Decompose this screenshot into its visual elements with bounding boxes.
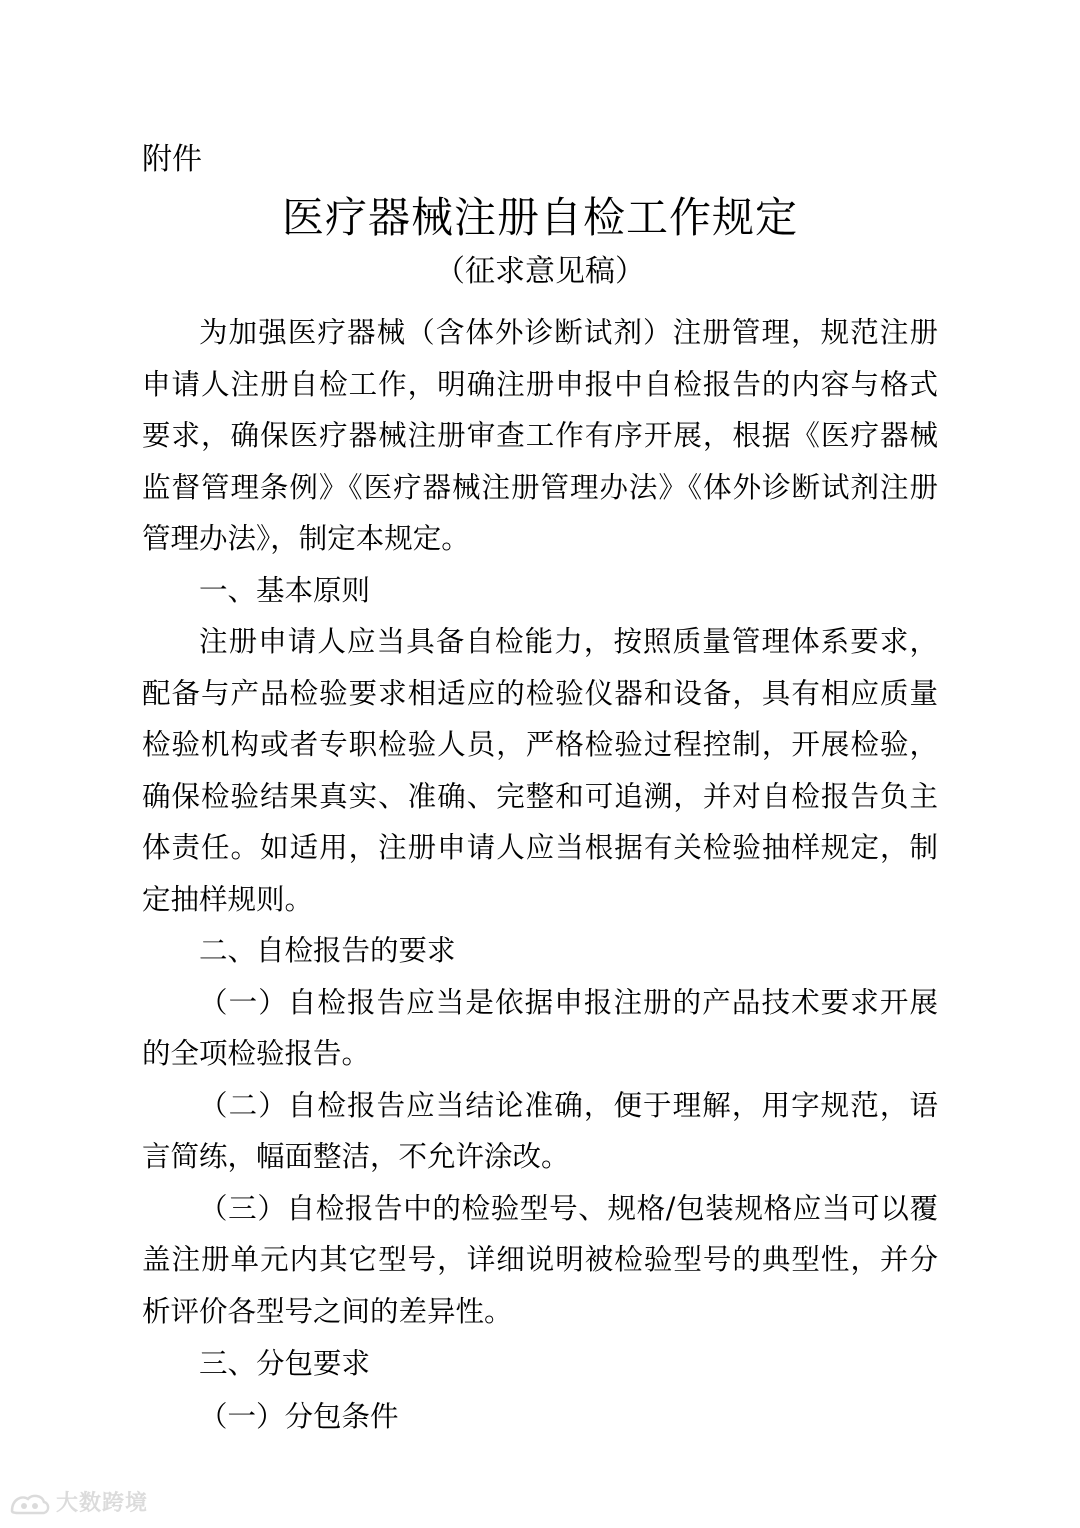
section-heading: 二、自检报告的要求: [199, 934, 456, 967]
document-subtitle: （征求意见稿）: [435, 254, 645, 289]
section-subheading: （一）分包条件: [199, 1400, 399, 1433]
attachment-label: 附件: [142, 142, 202, 177]
watermark-text: 大数跨境: [56, 1491, 149, 1516]
intro-paragraph: 为加强医疗器械（含体外诊断试剂）注册管理，规范注册申请人注册自检工作，明确注册申报中自检报告的内容与格式要求，确保医疗器械注册审查工作有序开展，根据《医疗器械监督管理条例》《医疗器械注册管理办法》《体外诊断试剂注册管理办法》，制定本规定。: [142, 316, 938, 555]
section-heading: 三、分包要求: [199, 1347, 371, 1380]
document-title: 医疗器械注册自检工作规定: [281, 193, 798, 242]
document-body: [142, 307, 938, 1443]
section-paragraph: （三）自检报告中的检验型号、规格/包装规格应当可以覆盖注册单元内其它型号，详细说明被检验型号的典型性，并分析评价各型号之间的差异性。: [142, 1191, 938, 1328]
section-heading: 一、基本原则: [199, 573, 371, 607]
section-paragraph: （二）自检报告应当结论准确，便于理解，用字规范，语言简练，幅面整洁，不允许涂改。: [142, 1088, 938, 1173]
brand-logo-icon: [8, 1489, 52, 1519]
section-paragraph: 注册申请人应当具备自检能力，按照质量管理体系要求，配备与产品检验要求相适应的检验仪器和设备，具有相应质量检验机构或者专职检验人员，严格检验过程控制，开展检验，确保检验结果真实、准确、完整和可追溯，并对自检报告负主体责任。如适用，注册申请人应当根据有关检验抽样规定，制定抽样规则。: [142, 625, 938, 916]
watermark: [8, 1489, 148, 1519]
section-paragraph: （一）自检报告应当是依据申报注册的产品技术要求开展的全项检验报告。: [142, 985, 938, 1070]
